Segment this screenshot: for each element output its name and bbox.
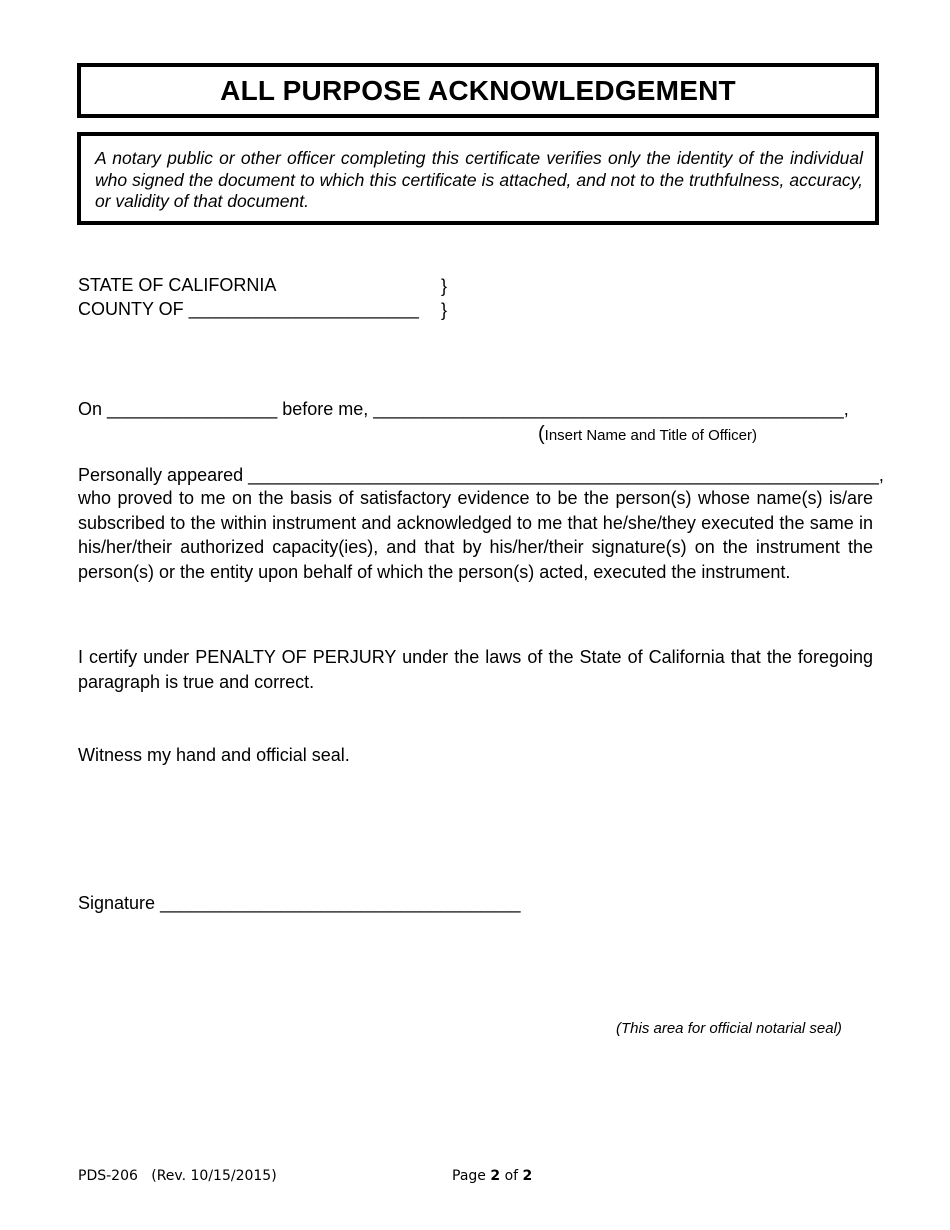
seal-area-note: (This area for official notarial seal) [616,1020,842,1037]
page-current: 2 [490,1168,501,1184]
state-brace: } [441,276,448,296]
signature-line [78,892,520,914]
officer-caption-paren: ( [538,423,545,445]
personally-appeared-line [78,464,884,486]
signature-label: Signature [78,893,156,913]
signature-field[interactable]: ____________________________________ [160,893,521,913]
page-label: Page [452,1168,486,1184]
county-label: COUNTY OF [78,299,184,319]
county-line [78,298,419,320]
officer-caption-text: Insert Name and Title of Officer) [544,427,757,444]
page-of: of [504,1168,519,1184]
notice-box [77,132,879,225]
date-field[interactable]: _________________ [107,399,278,419]
page-number [452,1168,532,1184]
certification-paragraph: I certify under PENALTY OF PERJURY under the laws of the State of California that the foregoing paragraph is true and correct. [78,647,873,692]
page-total: 2 [522,1168,533,1184]
form-id: PDS-206 (Rev. 10/15/2015) [78,1168,277,1184]
county-field[interactable]: _______________________ [188,299,419,319]
before-me-line [78,398,849,420]
appeared-name-field[interactable]: _______________________________________________________________, [248,465,884,485]
proof-paragraph: who proved to me on the basis of satisfactory evidence to be the person(s) whose name(s) is/are subscribed to the within instrument and acknowledged to me that he/she/they executed the same in his/her/their authorized capacity(ies), and that by his/her/their signature(s) on the instrument the person(s) or the entity upon behalf of which the person(s) acted, executed the instrument. [78,488,873,582]
page-title: ALL PURPOSE ACKNOWLEDGEMENT [220,74,736,106]
state-line: STATE OF CALIFORNIA [78,275,277,295]
personally-appeared-label: Personally appeared [78,465,244,485]
officer-caption [538,423,757,446]
on-label: On [78,399,103,419]
title-box [77,63,879,118]
notice-text: A notary public or other officer completing this certificate verifies only the identity of the individual who signed the document to which this certificate is attached, and not to the truthfulness, accuracy, or validity of that document. [95,148,863,211]
witness-line: Witness my hand and official seal. [78,745,350,765]
county-brace: } [441,300,448,320]
officer-field[interactable]: _______________________________________________, [373,399,849,419]
before-me-label: before me, [282,399,369,419]
